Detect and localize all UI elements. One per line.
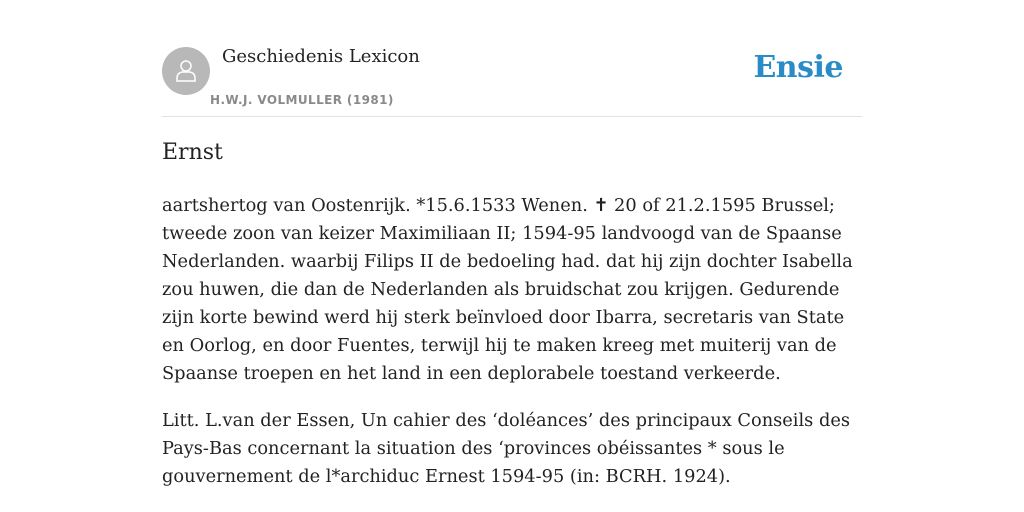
page-title: Ernst: [162, 140, 223, 165]
avatar[interactable]: [162, 47, 210, 95]
source-title[interactable]: Geschiedenis Lexicon: [222, 46, 420, 67]
source-author: H.W.J. VOLMULLER (1981): [210, 93, 394, 107]
brand-logo[interactable]: Ensie: [753, 50, 843, 85]
entry-body: aartshertog van Oostenrijk. *15.6.1533 Wenen. ✝ 20 of 21.2.1595 Brussel; tweede zoon van keizer Maximiliaan II; 1594-95 landvoogd van de Spaanse Nederlanden. waarbij Filips II de bedoeling had. dat hij zijn dochter Isabella zou huwen, die dan de Nederlanden als bruidschat zou krijgen. Gedurende zijn korte bewind werd hij sterk beïnvloed door Ibarra, secretaris van State en Oorlog, en door Fuentes, terwijl hij te maken kreeg met muiterij van de Spaanse troepen en het land in een deplorabele toestand verkeerde.: [162, 195, 853, 384]
entry-card: [162, 0, 862, 487]
source-header: [162, 0, 862, 117]
entry-literature: Litt. L.van der Essen, Un cahier des ‘doléances’ des principaux Conseils des Pays-Bas concernant la situation des ‘provinces obéissantes * sous le gouvernement de l*archiduc Ernest 1594-95 (in: BCRH. 1924).: [162, 410, 850, 487]
user-icon: [171, 56, 201, 86]
